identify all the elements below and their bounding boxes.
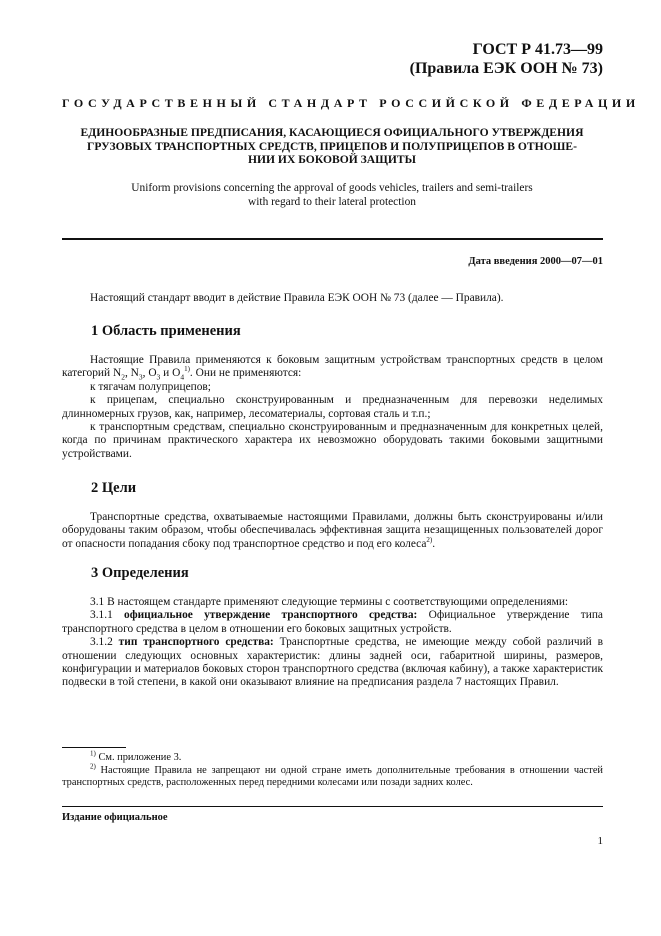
section3-heading: 3 Определения bbox=[91, 565, 189, 581]
definition-paragraph: 3.1.2 тип транспортного средства: Транспортные средства, не имеющие между собой различий в отношении следующих основных характеристик: длины задней оси, габаритной ширины, размеров, конфигурации и материалов боковых сторон транспортного средства (включая кабину), а также характеристик подвески в той степени, в какой они оказывают влияние на предписания раздела 7 настоящих Правил. bbox=[62, 636, 603, 689]
section1-paragraph: Настоящие Правила применяются к боковым защитным устройствам транспортных средств в целом категорий $N_2$, $N_3$, $O_3$ и $O_4^{1)}$. Они не применяются: bbox=[62, 354, 603, 382]
official-edition-label: Издание официальное bbox=[62, 812, 168, 823]
footnote: $^{1)}$ См. приложение 3. bbox=[90, 749, 182, 763]
english-title-line: with regard to their lateral protection bbox=[248, 196, 416, 208]
footnote-ref-2: 2) bbox=[426, 536, 433, 545]
defined-term: официальное утверждение транспортного средства: bbox=[124, 609, 418, 622]
section1-heading: 1 Область применения bbox=[91, 323, 241, 339]
footer-divider bbox=[62, 806, 603, 807]
defined-term: тип транспортного средства: bbox=[118, 636, 274, 649]
footnote-divider bbox=[62, 747, 126, 748]
standard-code: ГОСТ Р 41.73—99 bbox=[472, 41, 603, 58]
document-title bbox=[62, 126, 602, 167]
section3-body bbox=[62, 596, 603, 690]
footnote: $^{2)}$ Настоящие Правила не запрещают ни одной стране иметь дополнительные требования в отношении частей транспортных средств, расположенных перед передними колесами или позади задних колес. bbox=[62, 762, 603, 788]
intro-text: Настоящий стандарт вводит в действие Правила ЕЭК ООН № 73 (далее — Правила). bbox=[90, 292, 504, 304]
title-line: НИИ ИХ БОКОВОЙ ЗАЩИТЫ bbox=[247, 153, 416, 166]
definition-paragraph: 3.1.1 официальное утверждение транспортного средства: Официальное утверждение типа транспортного средства в целом в отношении его боковых защитных устройств. bbox=[62, 609, 603, 635]
footnote-ref-1: 1) bbox=[184, 365, 190, 374]
state-standard-title: ГОСУДАРСТВЕННЫЙ СТАНДАРТ РОССИЙСКОЙ ФЕДЕРАЦИИ bbox=[62, 96, 640, 110]
footnotes bbox=[62, 749, 603, 790]
list-item: к транспортным средствам, специально сконструированным и предназначенным для конкретных целей, когда по причинам практического характера их невозможно оборудовать такими боковыми защитными устройствами. bbox=[62, 421, 603, 460]
section3-paragraph: 3.1 В настоящем стандарте применяют следующие термины с соответствующими определениями: bbox=[90, 596, 569, 608]
intro-paragraph bbox=[62, 292, 603, 305]
page-number: 1 bbox=[597, 835, 603, 847]
english-title-line: Uniform provisions concerning the approval of goods vehicles, trailers and semi-trailers bbox=[131, 182, 533, 194]
section1-body bbox=[62, 354, 603, 461]
title-line: ГРУЗОВЫХ ТРАНСПОРТНЫХ СРЕДСТВ, ПРИЦЕПОВ И ПОЛУПРИЦЕПОВ В ОТНОШЕ- bbox=[87, 139, 577, 153]
regulation-code: (Правила ЕЭК ООН № 73) bbox=[409, 60, 603, 77]
english-title bbox=[62, 181, 602, 209]
header-divider bbox=[62, 238, 603, 240]
title-line: ЕДИНООБРАЗНЫЕ ПРЕДПИСАНИЯ, КАСАЮЩИЕСЯ ОФИЦИАЛЬНОГО УТВЕРЖДЕНИЯ bbox=[80, 126, 584, 139]
list-item: к тягачам полуприцепов; bbox=[90, 380, 211, 393]
introduction-date: Дата введения 2000—07—01 bbox=[468, 256, 603, 267]
section2-heading: 2 Цели bbox=[91, 480, 137, 496]
standard-designation bbox=[410, 40, 603, 78]
section2-body bbox=[62, 511, 603, 551]
section2-paragraph: Транспортные средства, охватываемые настоящими Правилами, должны быть сконструированы и/или оборудованы таким образом, чтобы обеспечивалась эффективная защита незащищенных пользователей дорог от опасности попадания сбоку под транспортное средство и под его колеса$^{2)}$. bbox=[62, 511, 603, 550]
list-item: к прицепам, специально сконструированным и предназначенным для перевозки неделимых длинномерных грузов, как, например, лесоматериалы, сортовая сталь и т.п.; bbox=[62, 394, 603, 420]
